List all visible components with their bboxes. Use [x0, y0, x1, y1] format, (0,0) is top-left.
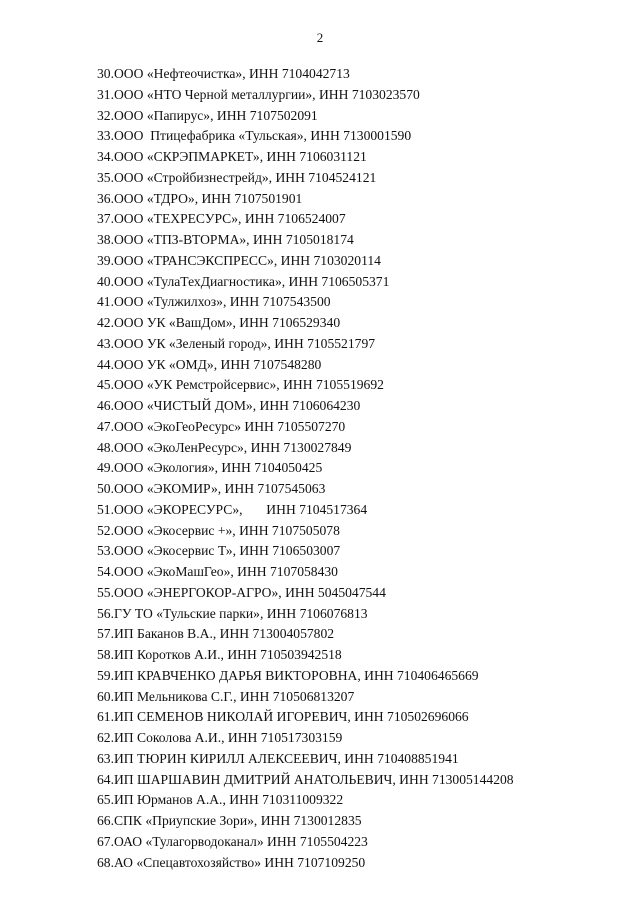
list-item: 41.ООО «Тулжилхоз», ИНН 7107543500 [97, 294, 331, 310]
list-item: 59.ИП КРАВЧЕНКО ДАРЬЯ ВИКТОРОВНА, ИНН 710406465669 [97, 667, 479, 683]
list-item: 63.ИП ТЮРИН КИРИЛЛ АЛЕКСЕЕВИЧ, ИНН 710408851941 [97, 750, 459, 766]
list-item: 55.ООО «ЭНЕРГОКОР-АГРО», ИНН 5045047544 [97, 584, 386, 600]
list-item: 53.ООО «Экосервис Т», ИНН 7106503007 [97, 543, 341, 559]
list-item: 39.ООО «ТРАНСЭКСПРЕСС», ИНН 7103020114 [97, 252, 381, 268]
list-item: 66.СПК «Приупские Зори», ИНН 7130012835 [97, 813, 362, 828]
list-item: 32.ООО «Папирус», ИНН 7107502091 [97, 107, 318, 123]
list-item: 47.ООО «ЭкоГеоРесурс» ИНН 7105507270 [97, 418, 346, 434]
list-item: 44.ООО УК «ОМД», ИНН 7107548280 [97, 356, 322, 372]
list-item: 35.ООО «Стройбизнестрейд», ИНН 7104524121 [97, 169, 377, 185]
list-item: 56.ГУ ТО «Тульские парки», ИНН 7106076813 [97, 605, 368, 621]
list-item: 61.ИП СЕМЕНОВ НИКОЛАЙ ИГОРЕВИЧ, ИНН 710502696066 [97, 709, 469, 725]
list-item: 54.ООО «ЭкоМашГео», ИНН 7107058430 [97, 564, 338, 579]
list-item: 31.ООО «НТО Черной металлургии», ИНН 7103023570 [97, 86, 420, 102]
list-item: 49.ООО «Экология», ИНН 7104050425 [97, 460, 323, 476]
list-item: 50.ООО «ЭКОМИР», ИНН 7107545063 [97, 481, 326, 496]
list-item: 60.ИП Мельникова С.Г., ИНН 710506813207 [97, 688, 355, 704]
list-item: 62.ИП Соколова А.И., ИНН 710517303159 [97, 730, 343, 745]
list-item: 36.ООО «ТДРО», ИНН 7107501901 [97, 190, 303, 206]
list-item: 68.АО «Спецавтохозяйство» ИНН 7107109250 [97, 854, 366, 870]
list-item: 65.ИП Юрманов А.А., ИНН 710311009322 [97, 792, 344, 808]
list-item: 67.ОАО «Тулагорводоканал» ИНН 7105504223 [97, 833, 368, 849]
list-item: 30.ООО «Нефтеочистка», ИНН 7104042713 [97, 66, 350, 81]
list-item: 64.ИП ШАРШАВИН ДМИТРИЙ АНАТОЛЬЕВИЧ, ИНН 713005144208 [97, 771, 514, 787]
list-item: 33.ООО Птицефабрика «Тульская», ИНН 7130001590 [97, 128, 412, 144]
page-number: 2 [316, 30, 324, 45]
list-item: 37.ООО «ТЕХРЕСУРС», ИНН 7106524007 [97, 211, 346, 227]
list-item: 40.ООО «ТулаТехДиагностика», ИНН 7106505371 [97, 273, 390, 289]
list-item: 45.ООО «УК Ремстройсервис», ИНН 7105519692 [97, 377, 384, 393]
list-item: 52.ООО «Экосервис +», ИНН 7107505078 [97, 522, 340, 538]
list-item: 34.ООО «СКРЭПМАРКЕТ», ИНН 7106031121 [97, 149, 367, 164]
list-item: 43.ООО УК «Зеленый город», ИНН 7105521797 [97, 335, 376, 351]
list-item: 46.ООО «ЧИСТЫЙ ДОМ», ИНН 7106064230 [97, 398, 361, 413]
list-item: 58.ИП Коротков А.И., ИНН 710503942518 [97, 647, 342, 662]
list-item: 42.ООО УК «ВашДом», ИНН 7106529340 [97, 315, 341, 330]
list-item: 51.ООО «ЭКОРЕСУРС», ИНН 7104517364 [97, 501, 368, 517]
list-item: 38.ООО «ТПЗ-ВТОРМА», ИНН 7105018174 [97, 232, 354, 247]
list-item: 57.ИП Баканов В.А., ИНН 713004057802 [97, 626, 335, 642]
list-item: 48.ООО «ЭкоЛенРесурс», ИНН 7130027849 [97, 439, 352, 455]
organization-list [97, 64, 617, 873]
